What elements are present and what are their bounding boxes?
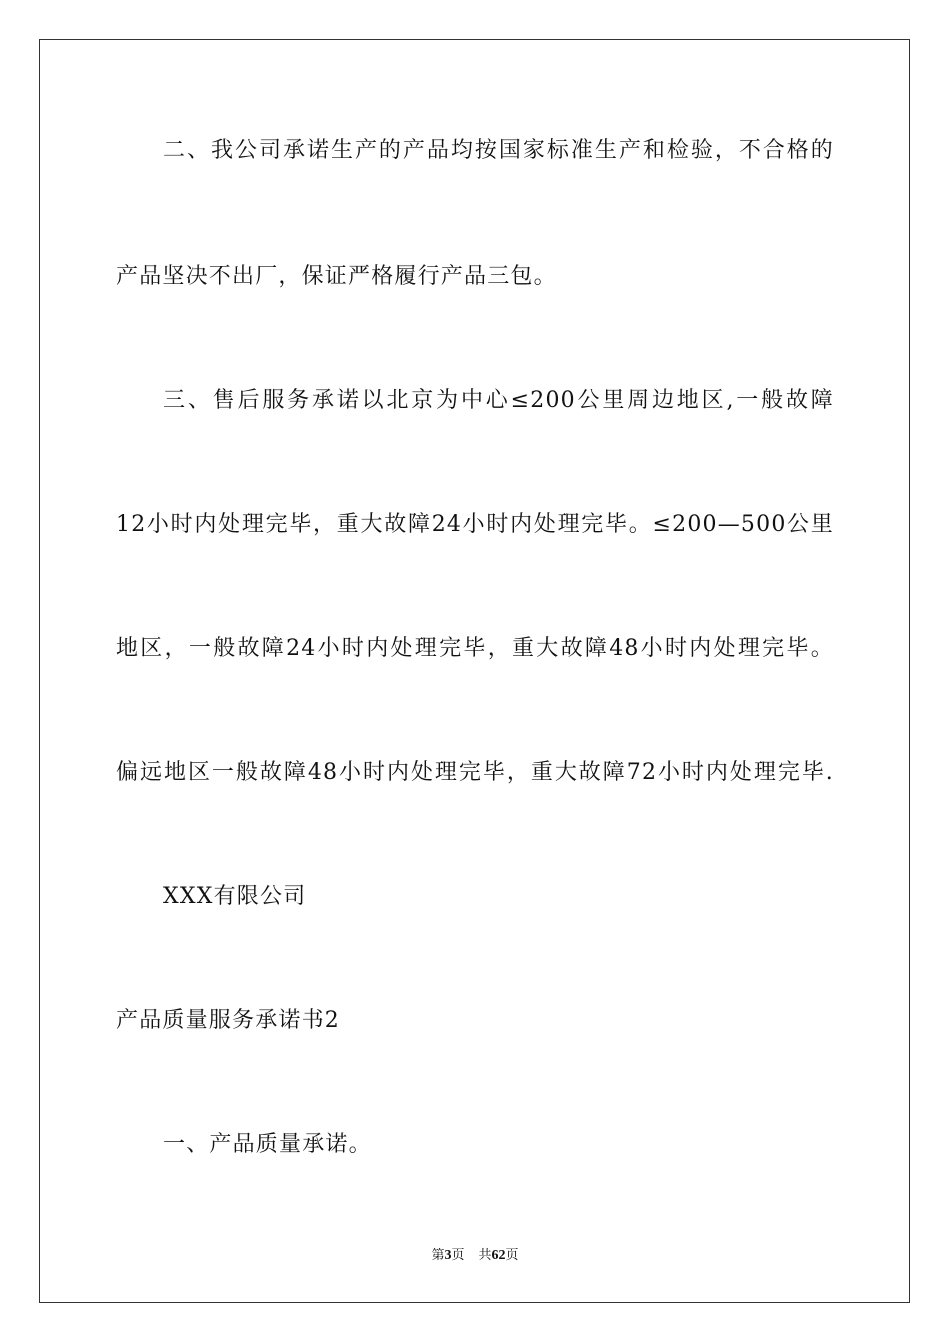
paragraph-2-line-2: 产品坚决不出厂，保证严格履行产品三包。 bbox=[116, 264, 557, 289]
page-border bbox=[39, 39, 910, 1303]
subsection-heading: 一、产品质量承诺。 bbox=[163, 1132, 372, 1157]
page-number: 3 bbox=[444, 1248, 452, 1263]
paragraph-3-line-1: 三、售后服务承诺以北京为中心≤200公里周边地区,一般故障 bbox=[163, 388, 834, 413]
company-signature: XXX有限公司 bbox=[163, 884, 307, 909]
page-footer bbox=[0, 1247, 950, 1265]
paragraph-2-line-1: 二、我公司承诺生产的产品均按国家标准生产和检验，不合格的 bbox=[163, 138, 834, 163]
total-prefix: 共 bbox=[478, 1248, 492, 1263]
section-title: 产品质量服务承诺书2 bbox=[116, 1008, 340, 1033]
page-prefix: 第 bbox=[431, 1248, 445, 1263]
page-suffix: 页 bbox=[451, 1248, 465, 1263]
paragraph-3-line-3: 地区，一般故障24小时内处理完毕，重大故障48小时内处理完毕。 bbox=[116, 636, 834, 661]
total-suffix: 页 bbox=[505, 1248, 519, 1263]
total-pages: 62 bbox=[491, 1248, 506, 1263]
paragraph-3-line-4: 偏远地区一般故障48小时内处理完毕，重大故障72小时内处理完毕. bbox=[116, 760, 834, 785]
paragraph-3-line-2: 12小时内处理完毕，重大故障24小时内处理完毕。≤200—500公里 bbox=[116, 512, 834, 537]
